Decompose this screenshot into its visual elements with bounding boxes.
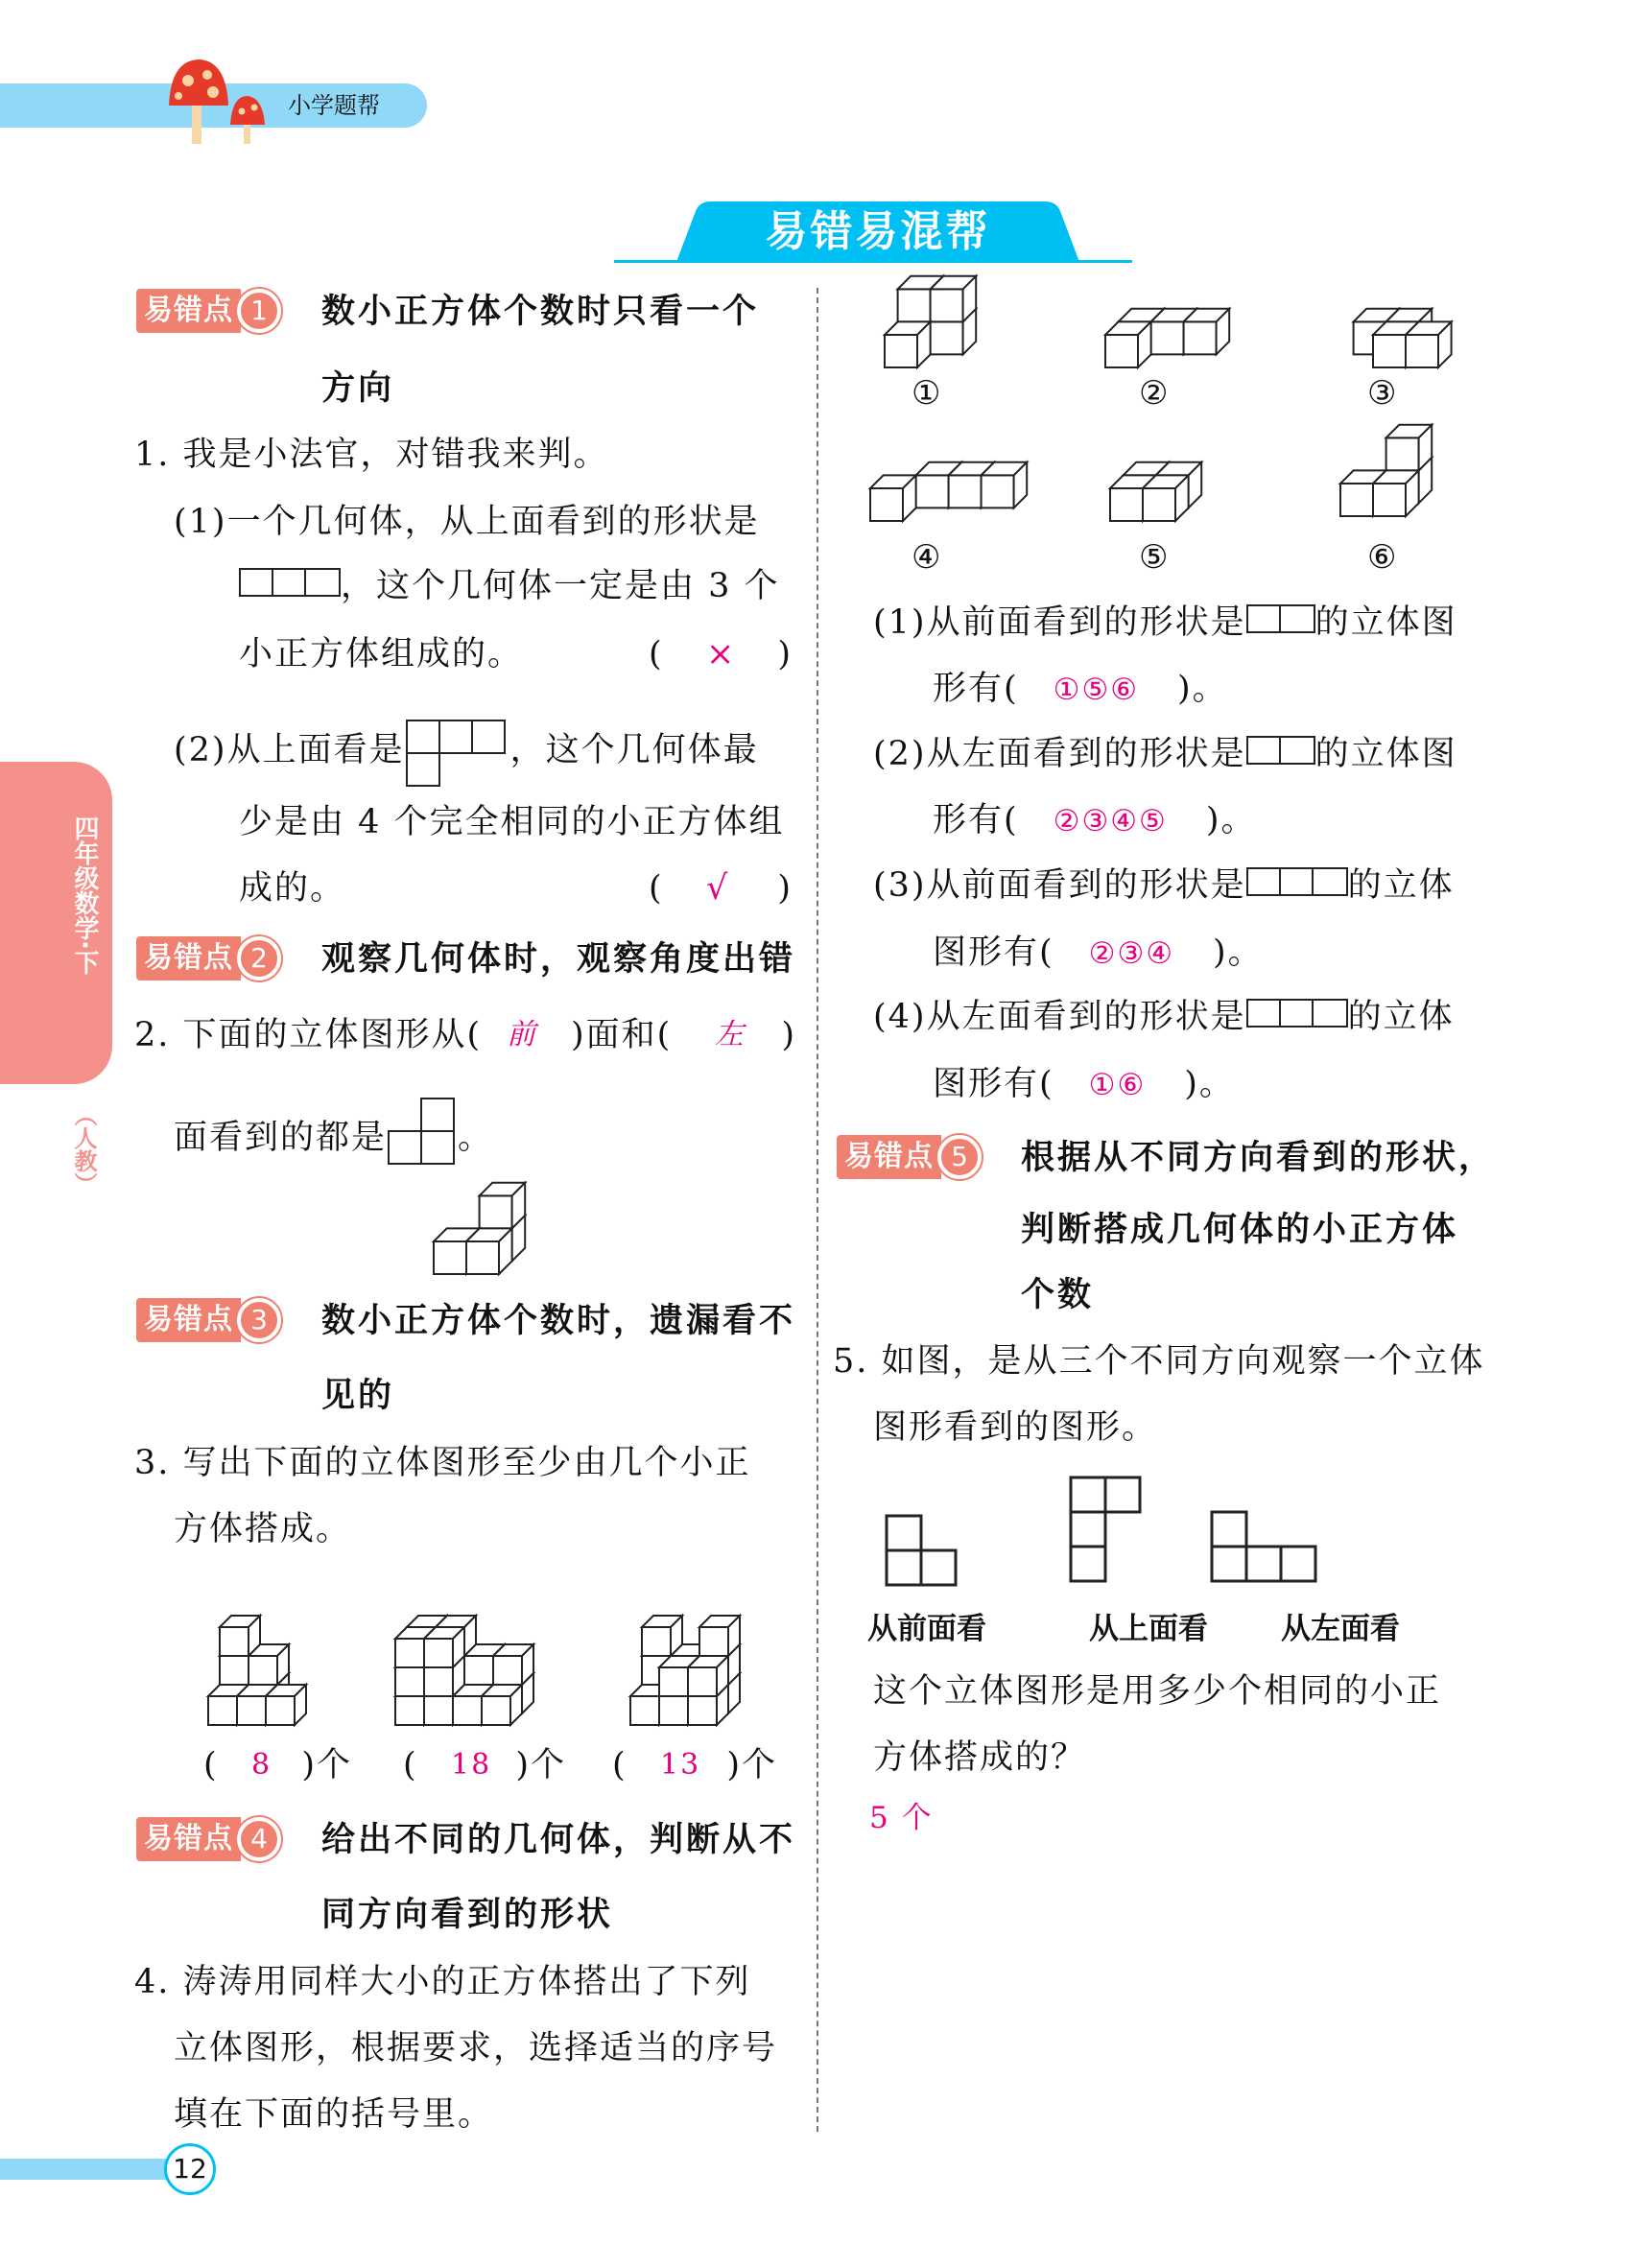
q4-figure-label-6: ⑥	[1367, 538, 1397, 577]
cube-front-face	[949, 475, 982, 508]
cube-front-face	[482, 1696, 510, 1725]
q4-part2-line1: (2)从左面看到的形状是 的立体图	[873, 735, 1457, 773]
error-point-badge-5: 易错点 5	[837, 1135, 982, 1179]
badge-number: 1	[237, 289, 281, 333]
q2-answer-1: 前	[507, 1018, 537, 1051]
cube-front-face	[1110, 488, 1143, 521]
q5-question-line1: 这个立体图形是用多少个相同的小正	[873, 1672, 1442, 1711]
brand-name: 小学题帮	[288, 92, 380, 119]
cube-front-face	[699, 1627, 728, 1656]
q1-p1-answer-bracket: ( × )	[649, 635, 793, 673]
cube-front-face	[688, 1667, 717, 1696]
cube-front-face	[870, 488, 903, 521]
q4-figure-1	[883, 283, 988, 369]
error-point-badge-1	[136, 289, 281, 333]
q5-front-view	[885, 1514, 961, 1600]
view-square	[1071, 1477, 1105, 1512]
point-5-title-cont2: 个数	[1021, 1276, 1095, 1314]
q4-figure-4	[868, 437, 1012, 523]
cube-front-face	[249, 1656, 277, 1685]
q3-figure-2	[393, 1573, 585, 1727]
q4-line2: 立体图形，根据要求，选择适当的序号	[174, 2029, 778, 2067]
cube-front-face	[642, 1627, 671, 1656]
q4-figure-2	[1103, 283, 1238, 369]
cube-front-face	[1373, 335, 1406, 367]
point-3-title-cont: 见的	[321, 1377, 395, 1415]
q1-p1-line3: 小正方体组成的。	[239, 635, 524, 673]
q2-solid-figure	[432, 1180, 547, 1276]
cube-front-face	[395, 1667, 424, 1696]
cube-front-face	[898, 289, 931, 321]
q3-answer-2: 18	[451, 1748, 492, 1782]
q4-part2-answer: ②③④⑤	[1053, 804, 1168, 839]
cube-front-face	[1105, 335, 1138, 367]
cube-front-face	[1386, 437, 1419, 470]
cube-front-face	[1340, 484, 1373, 516]
badge-label: 易错点	[136, 289, 241, 333]
q4-part1-answer: ①⑤⑥	[1053, 673, 1140, 707]
q3-figure-3	[628, 1573, 763, 1727]
q4-figure-label-2: ②	[1139, 374, 1169, 413]
view-square	[1212, 1547, 1246, 1581]
view-square	[1071, 1547, 1105, 1581]
error-point-badge-3: 易错点 3	[136, 1298, 281, 1342]
point-5-title-cont: 判断搭成几何体的小正方体	[1021, 1211, 1459, 1249]
cube-front-face	[208, 1696, 237, 1725]
q1-p2-answer: √	[706, 869, 730, 908]
q4-figure-6	[1338, 422, 1463, 518]
point-4-title-cont: 同方向看到的形状	[321, 1896, 614, 1934]
q1-p2-line1: (2)从上面看是 ，这个几何体最	[174, 719, 759, 759]
q4-figure-3	[1338, 283, 1463, 369]
cube-front-face	[424, 1639, 453, 1667]
cube-front-face	[434, 1241, 466, 1274]
cube-front-face	[916, 475, 949, 508]
q4-part3-answer: ②③④	[1088, 936, 1175, 971]
q5-left-view	[1210, 1510, 1320, 1596]
cube-front-face	[1406, 335, 1438, 367]
q3-figure-1	[206, 1573, 350, 1727]
error-point-badge-4: 易错点 4	[136, 1817, 281, 1861]
q3-answer-2-bracket: ( 18 )个	[403, 1746, 566, 1784]
q3-answer-1: 8	[251, 1748, 272, 1782]
q4-part4-answer: ①⑥	[1088, 1068, 1147, 1102]
view-square	[1105, 1477, 1140, 1512]
q3-answer-3-bracket: ( 13 )个	[612, 1746, 777, 1784]
q4-part4-line2: 图形有( ①⑥ )。	[933, 1065, 1235, 1103]
q1-p1-line2: ，这个几何体一定是由 3 个	[239, 566, 780, 606]
q5-line1: 5. 如图，是从三个不同方向观察一个立体	[833, 1342, 1485, 1381]
q1-p2-answer-bracket: ( √ )	[649, 869, 793, 908]
q4-part4-line1: (4)从左面看到的形状是 的立体	[873, 998, 1455, 1036]
view-square	[887, 1550, 921, 1585]
q5-view-label-left: 从左面看	[1281, 1612, 1400, 1646]
cube-front-face	[424, 1667, 453, 1696]
q4-part1-line1: (1)从前面看到的形状是 的立体图	[873, 603, 1457, 642]
q4-line3: 填在下面的括号里。	[174, 2095, 494, 2134]
cube-front-face	[1143, 488, 1175, 521]
q3-answer-3: 13	[660, 1748, 701, 1782]
q1-p2-line3: 成的。	[239, 869, 346, 908]
q4-figure-label-3: ③	[1367, 374, 1397, 413]
q3-line2: 方体搭成。	[174, 1510, 352, 1548]
shape-top-view	[405, 719, 510, 790]
cube-front-face	[395, 1639, 424, 1667]
shape-view-l	[387, 1097, 458, 1168]
q2-line2: 面看到的都是 。	[174, 1097, 493, 1137]
q1-p1-line1: (1)一个几何体，从上面看到的形状是	[174, 503, 760, 541]
view-square	[1281, 1547, 1315, 1581]
cube-front-face	[424, 1696, 453, 1725]
shape-three-squares	[239, 568, 341, 597]
point-1-title: 数小正方体个数时只看一个	[321, 293, 760, 331]
point-5-title: 根据从不同方向看到的形状，	[1021, 1139, 1496, 1177]
q4-figure-5	[1108, 437, 1223, 523]
q4-part1-line2: 形有( ①⑤⑥ )。	[933, 670, 1228, 708]
cube-front-face	[659, 1696, 688, 1725]
q4-figure-label-4: ④	[912, 538, 941, 577]
q5-view-label-top: 从上面看	[1089, 1612, 1208, 1646]
cube-front-face	[885, 335, 917, 367]
error-point-badge-2: 易错点 2	[136, 936, 281, 980]
q4-part2-line2: 形有( ②③④⑤ )。	[933, 801, 1257, 839]
q4-part3-line2: 图形有( ②③④ )。	[933, 933, 1264, 972]
cube-front-face	[1184, 321, 1217, 354]
view-square	[921, 1550, 956, 1585]
q4-part3-line1: (3)从前面看到的形状是 的立体	[873, 866, 1455, 905]
cube-front-face	[480, 1195, 512, 1228]
cube-front-face	[395, 1696, 424, 1725]
page-number: 12	[164, 2143, 216, 2195]
q1-p2-line2: 少是由 4 个完全相同的小正方体组	[239, 803, 785, 841]
q3-line1: 3. 写出下面的立体图形至少由几个小正	[134, 1444, 751, 1482]
cube-front-face	[466, 1241, 499, 1274]
q1-p1-answer: ×	[706, 635, 737, 673]
cube-front-face	[1373, 484, 1406, 516]
cube-front-face	[659, 1667, 688, 1696]
q4-figure-label-1: ①	[912, 374, 941, 413]
side-tab-grade: 四年级数学·下	[70, 815, 99, 975]
cube-front-face	[266, 1696, 295, 1725]
cube-front-face	[688, 1696, 717, 1725]
cube-front-face	[237, 1696, 266, 1725]
view-square	[1071, 1512, 1105, 1547]
q5-line2: 图形看到的图形。	[873, 1408, 1158, 1447]
cube-front-face	[464, 1656, 493, 1685]
point-2-title: 观察几何体时，观察角度出错	[321, 940, 796, 979]
cube-front-face	[630, 1696, 659, 1725]
q5-view-label-front: 从前面看	[867, 1612, 986, 1646]
column-divider	[817, 288, 818, 2132]
footer-band	[0, 2159, 168, 2180]
q5-answer: 5 个	[869, 1801, 934, 1835]
cube-front-face	[931, 289, 963, 321]
mushroom-logo	[163, 58, 278, 149]
q5-question-line2: 方体搭成的？	[873, 1738, 1087, 1777]
q4-figure-label-5: ⑤	[1139, 538, 1169, 577]
point-3-title: 数小正方体个数时，遗漏看不	[321, 1302, 796, 1340]
view-square	[1212, 1512, 1246, 1547]
cube-front-face	[982, 475, 1014, 508]
point-1-title-cont: 方向	[321, 369, 395, 408]
view-square	[887, 1516, 921, 1550]
q5-top-view	[1069, 1476, 1146, 1600]
cube-front-face	[453, 1696, 482, 1725]
cube-front-face	[931, 321, 963, 354]
point-4-title: 给出不同的几何体，判断从不	[321, 1821, 796, 1859]
q1-stem: 1. 我是小法官，对错我来判。	[134, 436, 609, 474]
q2-answer-2: 左	[715, 1018, 746, 1051]
cube-front-face	[220, 1656, 249, 1685]
cube-front-face	[493, 1656, 522, 1685]
view-square	[1246, 1547, 1281, 1581]
q3-answer-1-bracket: ( 8 )个	[203, 1746, 352, 1784]
section-title: 易错易混帮	[765, 207, 991, 256]
q4-line1: 4. 涛涛用同样大小的正方体搭出了下列	[134, 1963, 751, 2001]
side-tab-edition: （人教）	[70, 1103, 97, 1195]
q2-line1: 2. 下面的立体图形从( 前 )面和( 左 )	[134, 1016, 796, 1054]
cube-front-face	[1151, 321, 1184, 354]
cube-front-face	[220, 1627, 249, 1656]
